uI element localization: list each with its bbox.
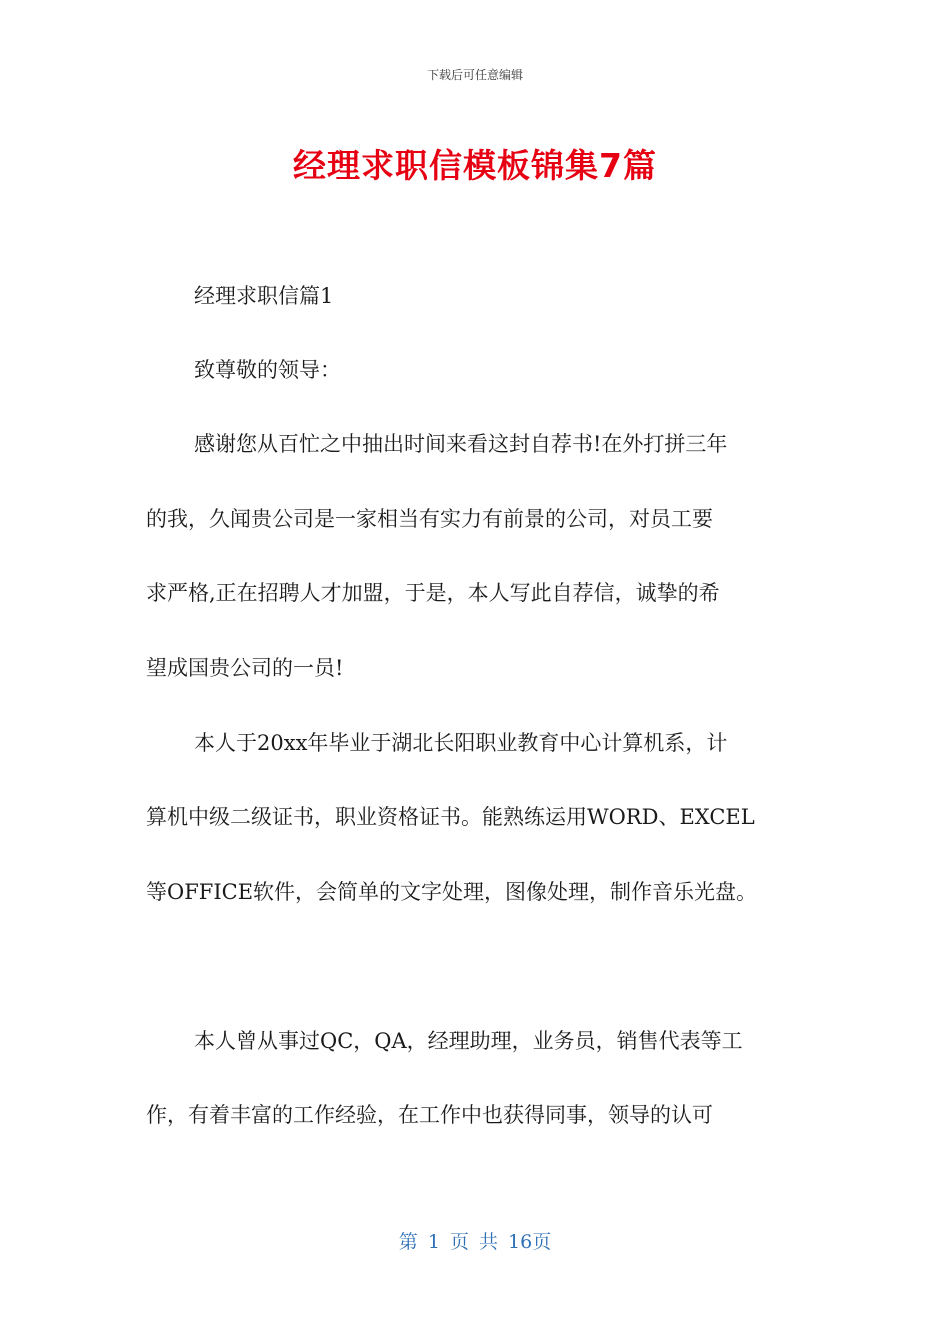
salutation: 致尊敬的领导： bbox=[194, 358, 341, 382]
body-line: 本人曾从事过QC，QA，经理助理，业务员，销售代表等工 bbox=[194, 1029, 743, 1053]
body-line: 算机中级二级证书，职业资格证书。能熟练运用WORD、EXCEL bbox=[146, 805, 755, 829]
body-line: 求严格,正在招聘人才加盟，于是，本人写此自荐信，诚挚的希 bbox=[146, 581, 720, 605]
body-line: 本人于20xx年毕业于湖北长阳职业教育中心计算机系，计 bbox=[194, 731, 728, 755]
page-number-footer: 第 1 页 共 16页 bbox=[398, 1231, 552, 1253]
body-line: 等OFFICE软件，会简单的文字处理，图像处理，制作音乐光盘。 bbox=[146, 880, 758, 904]
section-heading: 经理求职信篇1 bbox=[194, 284, 334, 308]
body-line: 感谢您从百忙之中抽出时间来看这封自荐书!在外打拼三年 bbox=[194, 432, 728, 456]
body-line: 的我，久闻贵公司是一家相当有实力有前景的公司，对员工要 bbox=[146, 507, 713, 531]
body-line: 望成国贵公司的一员! bbox=[146, 656, 344, 680]
document-title: 经理求职信模板锦集7篇 bbox=[293, 146, 657, 185]
header-note: 下载后可任意编辑 bbox=[426, 68, 523, 82]
body-line: 作，有着丰富的工作经验，在工作中也获得同事，领导的认可 bbox=[146, 1103, 713, 1127]
